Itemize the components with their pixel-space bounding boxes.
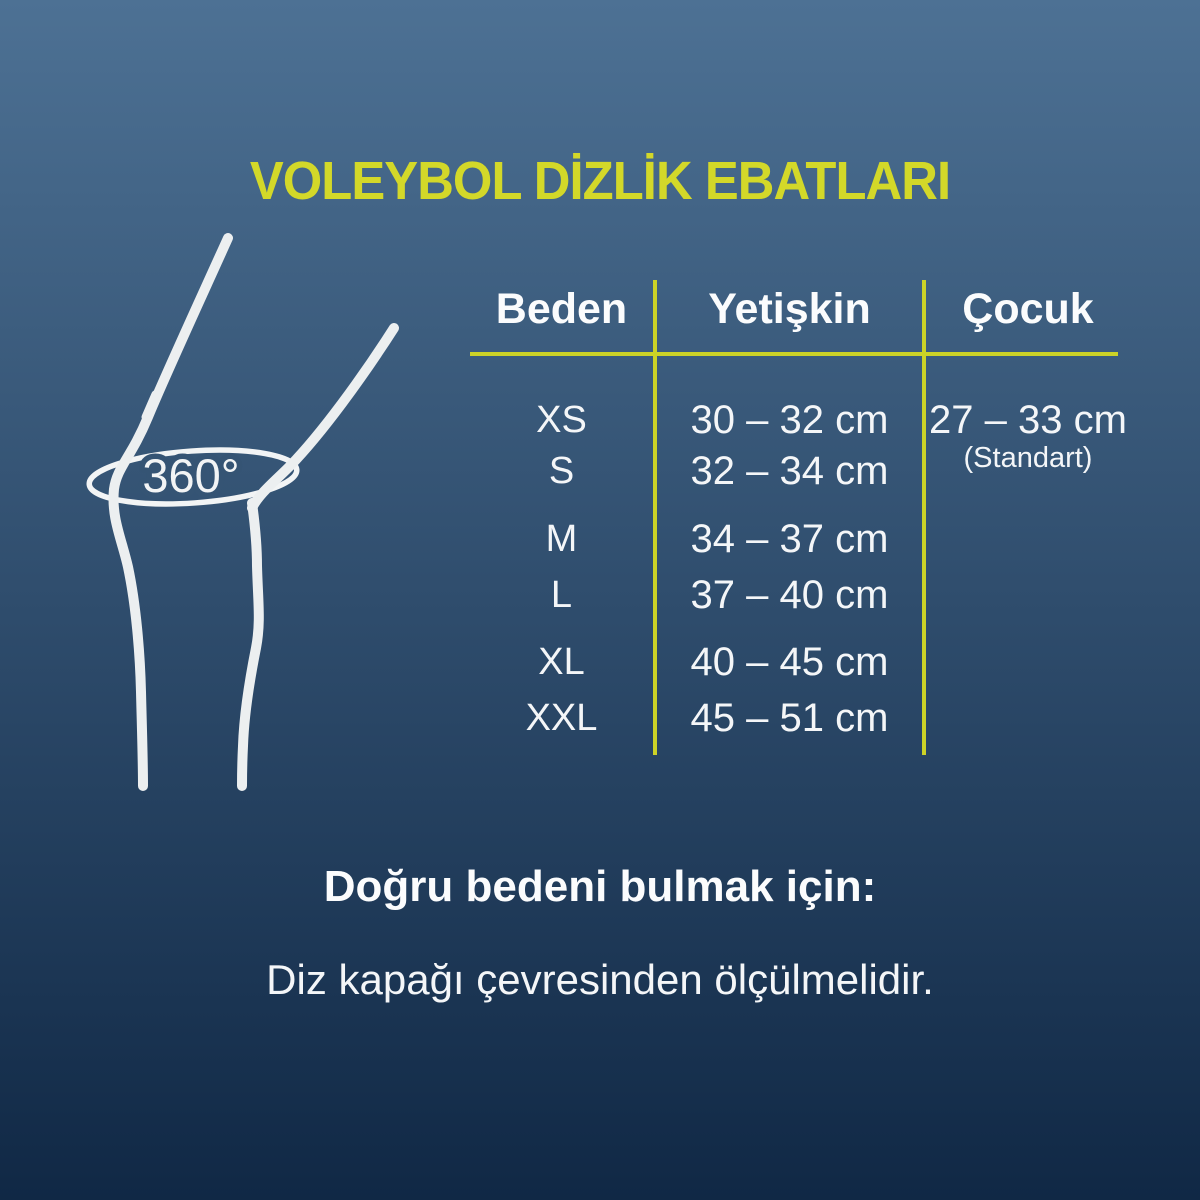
size-cell-l: L bbox=[550, 574, 573, 616]
size-cell-xs: XS bbox=[536, 399, 587, 441]
knee-illustration bbox=[60, 220, 420, 820]
size-cell-m: M bbox=[545, 518, 578, 560]
page-title: VOLEYBOL DİZLİK EBATLARI bbox=[249, 151, 951, 211]
size-table bbox=[470, 280, 1130, 755]
header-size: Beden bbox=[495, 285, 628, 333]
child-note: (Standart) bbox=[963, 442, 1093, 474]
child-value: 27 – 33 cm bbox=[929, 398, 1127, 442]
adult-value-xxl: 45 – 51 cm bbox=[690, 696, 889, 740]
adult-value-m: 34 – 37 cm bbox=[690, 517, 889, 561]
size-cell-s: S bbox=[548, 450, 575, 492]
degree-label: 360° bbox=[142, 449, 240, 502]
footer-instruction-title: Doğru bedeni bulmak için: bbox=[323, 862, 877, 911]
leg-front-shin-outline bbox=[242, 503, 259, 786]
leg-front-thigh-outline bbox=[252, 328, 394, 508]
adult-value-s: 32 – 34 cm bbox=[690, 449, 889, 493]
adult-value-l: 37 – 40 cm bbox=[690, 573, 889, 617]
header-child: Çocuk bbox=[962, 285, 1094, 333]
size-cell-xxl: XXL bbox=[525, 697, 598, 739]
adult-value-xs: 30 – 32 cm bbox=[690, 398, 889, 442]
header-underline bbox=[470, 352, 1118, 356]
header-adult: Yetişkin bbox=[708, 285, 871, 333]
footer-instruction-text: Diz kapağı çevresinden ölçülmelidir. bbox=[266, 956, 934, 1003]
size-cell-xl: XL bbox=[538, 641, 585, 683]
adult-value-xl: 40 – 45 cm bbox=[690, 640, 889, 684]
leg-back-outline bbox=[113, 238, 228, 786]
